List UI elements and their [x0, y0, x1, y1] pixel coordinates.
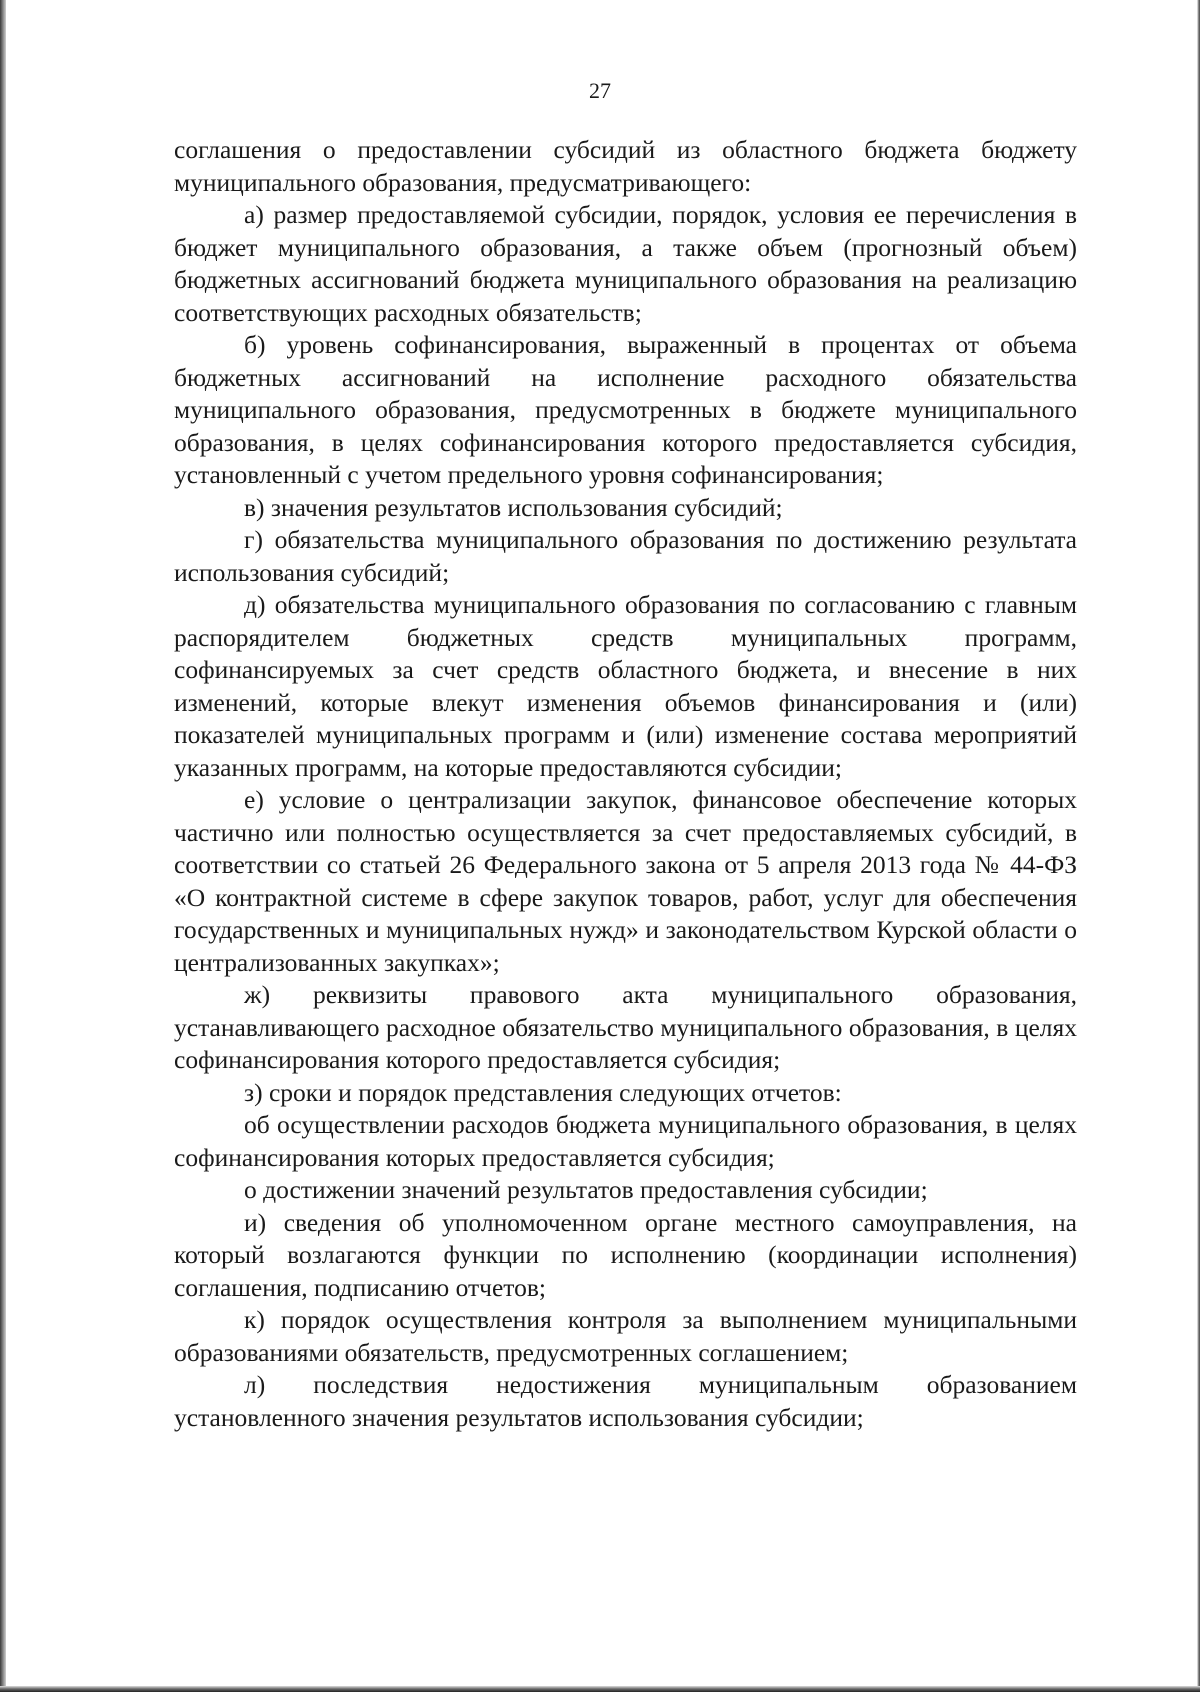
paragraph-continuation: соглашения о предоставлении субсидий из областного бюджета бюджету муниципального образования, предусматривающего:	[174, 135, 1077, 197]
document-body	[174, 134, 1077, 1434]
paragraph-report-results: о достижении значений результатов предоставления субсидии;	[244, 1175, 928, 1204]
paragraph-report-expenses: об осуществлении расходов бюджета муниципального образования, в целях софинансирования которых предоставляется субсидия;	[174, 1110, 1077, 1172]
paragraph-item-i: и) сведения об уполномоченном органе местного самоуправления, на который возлагаются функции по исполнению (координации исполнения) соглашения, подписанию отчетов;	[174, 1207, 1077, 1302]
paragraph-item-z: з) сроки и порядок представления следующих отчетов:	[244, 1077, 842, 1107]
page-number: 27	[589, 78, 611, 103]
paragraph-item-l: л) последствия недостижения муниципальным образованием установленного значения результатов использования субсидии;	[174, 1370, 1077, 1432]
paragraph-item-e: е) условие о централизации закупок, финансовое обеспечение которых частично или полностью осуществляется за счет предоставляемых субсидий, в соответствии со статьей 26 Федерального закона от 5 апреля 2013 года № 44-ФЗ «О контрактной системе в сфере закупок товаров, работ, услуг для обеспечения государственных и муниципальных нужд» и законодательством Курской области о централизованных закупках»;	[174, 785, 1077, 977]
paragraph-item-k: к) порядок осуществления контроля за выполнением муниципальными образованиями обязательств, предусмотренных соглашением;	[174, 1305, 1077, 1367]
paragraph-item-d: д) обязательства муниципального образования по согласованию с главным распорядителем бюджетных средств муниципальных программ, софинансируемых за счет средств областного бюджета, и внесение в них изменений, которые влекут изменения объемов финансирования и (или) показателей муниципальных программ и (или) изменение состава мероприятий указанных программ, на которые предоставляются субсидии;	[174, 590, 1077, 782]
paragraph-item-b: б) уровень софинансирования, выраженный в процентах от объема бюджетных ассигнований на исполнение расходного обязательства муниципального образования, предусмотренных в бюджете муниципального образования, в целях софинансирования которого предоставляется субсидия, установленный с учетом предельного уровня софинансирования;	[174, 330, 1077, 489]
paragraph-item-zh: ж) реквизиты правового акта муниципального образования, устанавливающего расходное обязательство муниципального образования, в целях софинансирования которого предоставляется субсидия;	[174, 980, 1077, 1074]
scan-edge-bottom	[0, 1686, 1200, 1692]
paragraph-item-a: а) размер предоставляемой субсидии, порядок, условия ее перечисления в бюджет муниципального образования, а также объем (прогнозный объем) бюджетных ассигнований бюджета муниципального образования на реализацию соответствующих расходных обязательств;	[174, 200, 1077, 327]
paragraph-item-g: г) обязательства муниципального образования по достижению результата использования субсидий;	[174, 525, 1077, 587]
scan-edge-left	[0, 0, 6, 1692]
paragraph-item-v: в) значения результатов использования субсидий;	[244, 492, 783, 522]
